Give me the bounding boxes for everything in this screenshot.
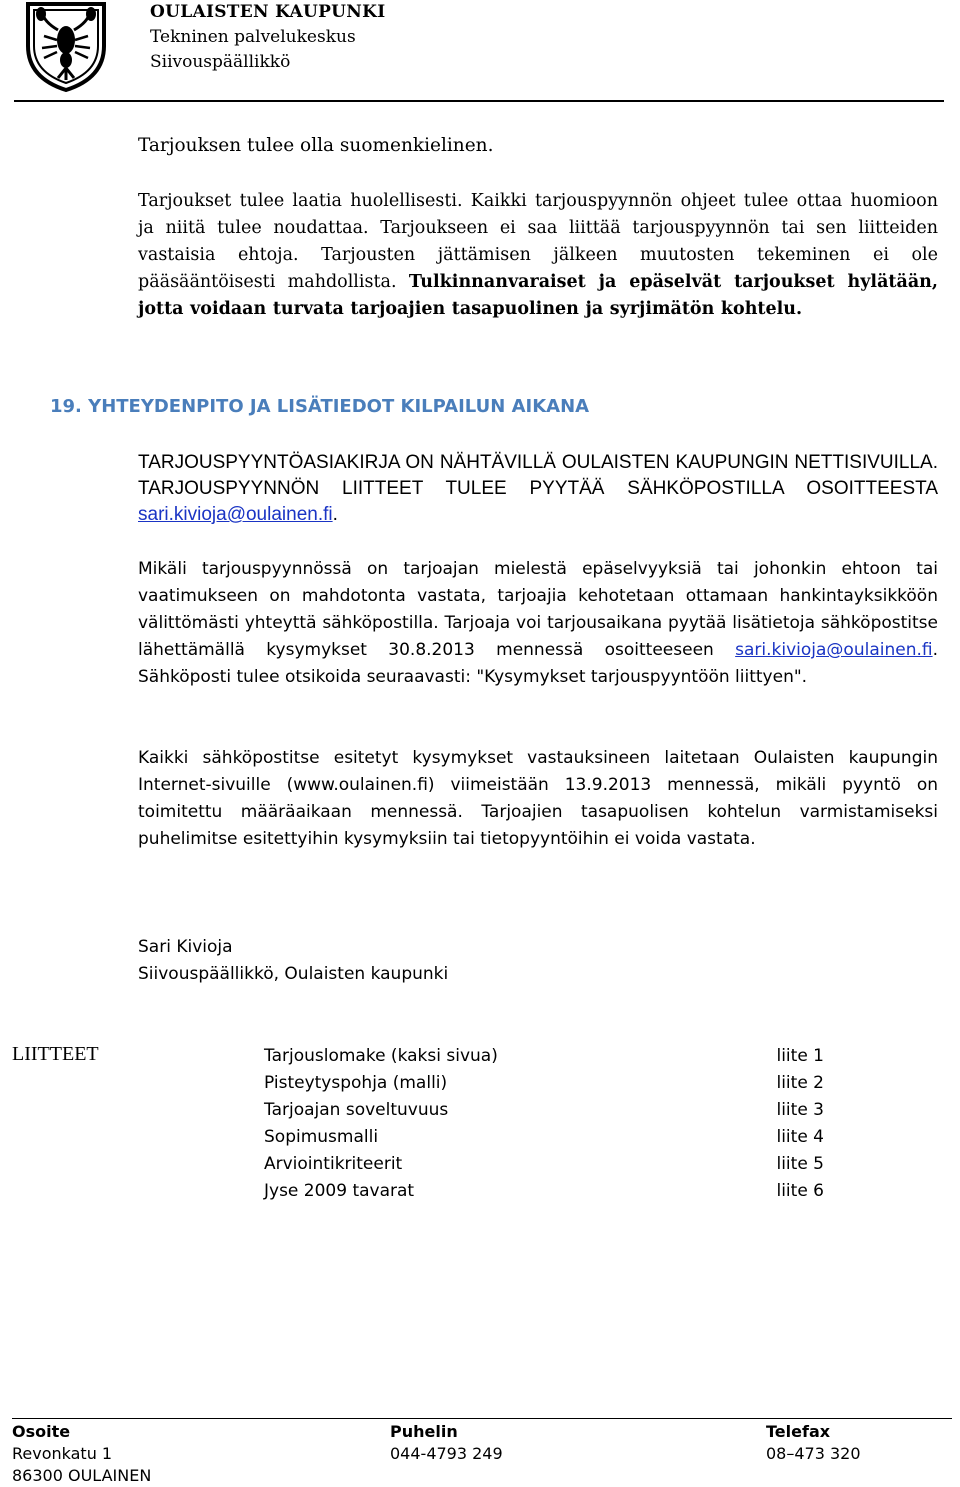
attachments-list bbox=[264, 1043, 824, 1205]
address-label: Osoite bbox=[12, 1422, 71, 1441]
attachment-row bbox=[264, 1070, 824, 1097]
attachment-row bbox=[264, 1097, 824, 1124]
attachment-row bbox=[264, 1178, 824, 1205]
paragraph-language: Tarjouksen tulee olla suomenkielinen. bbox=[138, 135, 494, 156]
signer-name: Sari Kivioja bbox=[138, 937, 233, 957]
signer-title: Siivouspäällikkö, Oulaisten kaupunki bbox=[138, 964, 449, 984]
attachment-row bbox=[264, 1124, 824, 1151]
organization-header bbox=[150, 0, 385, 75]
attachment-name: Arviointikriteerit bbox=[264, 1154, 403, 1174]
attachment-ref: liite 6 bbox=[776, 1181, 824, 1201]
page-footer bbox=[12, 1418, 952, 1485]
attachment-ref: liite 2 bbox=[776, 1073, 824, 1093]
questions-text: Mikäli tarjouspyynnössä on tarjoajan mielestä epäselvyyksiä tai johonkin ehtoon tai vaatimukseen on mahdotonta vastata, tarjoajia kehotetaan ottamaan hankintayksikköön välittömästi yhteyttä sähköpostilla. Tarjoaja voi tarjousaikana pyytää lisätietoja sähköpostitse lähettämällä kysymykset 30.8.2013 mennessä osoitteeseen bbox=[138, 559, 938, 660]
attachment-name: Pisteytyspohja (malli) bbox=[264, 1073, 448, 1093]
attachment-row bbox=[264, 1151, 824, 1178]
attachment-name: Tarjoajan soveltuvuus bbox=[264, 1100, 449, 1120]
attachment-ref: liite 4 bbox=[776, 1127, 824, 1147]
paragraph-questions bbox=[138, 556, 938, 691]
paragraph-answers: Kaikki sähköpostitse esitetyt kysymykset vastauksineen laitetaan Oulaisten kaupungin Internet-sivuille (www.oulainen.fi) viimeistään 13.9.2013 mennessä, mikäli pyyntö on toimitettu määräaikaan mennessä. Tarjoajien tasapuolisen kohtelun varmistamiseksi puhelimitse esitettyihin kysymyksiin tai tietopyyntöihin ei voida vastata. bbox=[138, 748, 938, 849]
attachment-ref: liite 5 bbox=[776, 1154, 824, 1174]
fax-number: 08–473 320 bbox=[766, 1444, 861, 1463]
paragraph-bid-instructions bbox=[138, 188, 938, 323]
city-coat-of-arms-logo bbox=[22, 0, 110, 92]
signature-block bbox=[138, 934, 448, 988]
address-line-2: 86300 OULAINEN bbox=[12, 1466, 152, 1485]
availability-end: . bbox=[332, 504, 338, 525]
footer-address bbox=[12, 1421, 151, 1487]
fax-label: Telefax bbox=[766, 1422, 831, 1441]
email-link-2[interactable]: sari.kivioja@oulainen.fi bbox=[735, 640, 933, 660]
attachment-name: Sopimusmalli bbox=[264, 1127, 379, 1147]
department-name: Tekninen palvelukeskus bbox=[150, 27, 356, 47]
footer-fax bbox=[766, 1421, 861, 1465]
email-link[interactable]: sari.kivioja@oulainen.fi bbox=[138, 504, 333, 525]
header-divider bbox=[14, 100, 944, 102]
bid-instructions-bold: Tulkinnanvaraiset ja epäselvät tarjoukset hylätään, jotta voidaan turvata tarjoajien tasapuolinen ja syrjimätön kohtelu. bbox=[138, 272, 938, 319]
availability-text: TARJOUSPYYNTÖASIAKIRJA ON NÄHTÄVILLÄ OULAISTEN KAUPUNGIN NETTISIVUILLA. TARJOUSPYYNNÖN LIITTEET TULEE PYYTÄÄ SÄHKÖPOSTILLA OSOITTEESTA bbox=[138, 452, 938, 499]
paragraph-document-availability bbox=[138, 450, 938, 528]
role-name: Siivouspäällikkö bbox=[150, 52, 291, 72]
footer-phone bbox=[390, 1421, 503, 1465]
attachment-name: Tarjouslomake (kaksi sivua) bbox=[264, 1046, 498, 1066]
address-line-1: Revonkatu 1 bbox=[12, 1444, 113, 1463]
phone-number: 044-4793 249 bbox=[390, 1444, 503, 1463]
questions-text-end: . Sähköposti tulee otsikoida seuraavasti: "Kysymykset tarjouspyyntöön liittyen". bbox=[138, 640, 938, 687]
attachment-row bbox=[264, 1043, 824, 1070]
section-heading: 19. YHTEYDENPITO JA LISÄTIEDOT KILPAILUN AIKANA bbox=[50, 396, 590, 417]
bid-instructions-text: Tarjoukset tulee laatia huolellisesti. Kaikki tarjouspyynnön ohjeet tulee ottaa huomioon ja niitä tulee noudattaa. Tarjoukseen ei saa liittää tarjouspyynnön tai sen liitteiden vastaisia ehtoja. Tarjousten jättämisen jälkeen muutosten tekeminen ei ole pääsääntöisesti mahdollista. bbox=[138, 191, 938, 292]
phone-label: Puhelin bbox=[390, 1422, 458, 1441]
attachment-ref: liite 1 bbox=[776, 1046, 824, 1066]
org-name: OULAISTEN KAUPUNKI bbox=[150, 2, 386, 22]
attachment-ref: liite 3 bbox=[776, 1100, 824, 1120]
attachments-label: LIITTEET bbox=[12, 1043, 99, 1065]
attachment-name: Jyse 2009 tavarat bbox=[264, 1181, 415, 1201]
